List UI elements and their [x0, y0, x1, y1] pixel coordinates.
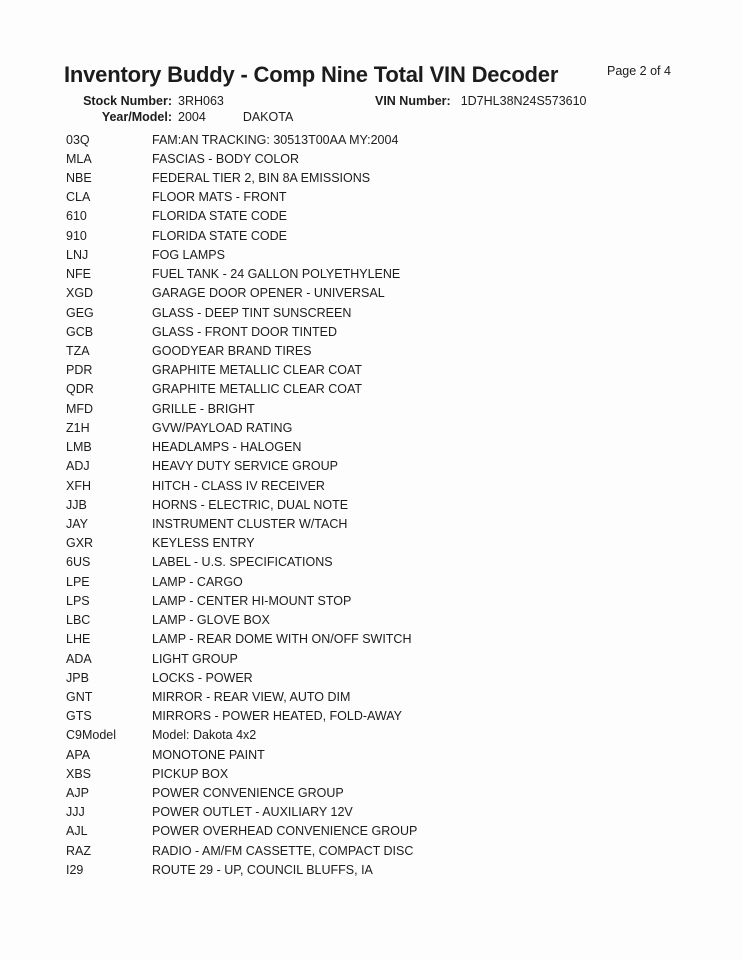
option-row [66, 438, 686, 457]
stock-number-row [64, 94, 224, 108]
option-row [66, 610, 686, 629]
option-description: FOG LAMPS [152, 247, 225, 262]
option-description: MIRROR - REAR VIEW, AUTO DIM [152, 689, 351, 704]
option-row [66, 764, 686, 783]
option-description: GVW/PAYLOAD RATING [152, 420, 293, 435]
option-description: LOCKS - POWER [152, 670, 253, 685]
option-description: GRAPHITE METALLIC CLEAR COAT [152, 363, 362, 378]
option-row [66, 534, 686, 553]
option-code: GTS [66, 709, 92, 724]
option-description: KEYLESS ENTRY [152, 536, 255, 551]
option-code: LPS [66, 593, 90, 608]
option-code: XBS [66, 766, 92, 781]
option-code: LMB [66, 440, 92, 455]
option-row [66, 687, 686, 706]
option-code: 6US [66, 555, 91, 570]
option-description: HEAVY DUTY SERVICE GROUP [152, 459, 338, 474]
option-description: FASCIAS - BODY COLOR [152, 151, 300, 166]
option-row [66, 361, 686, 380]
option-description: GRAPHITE METALLIC CLEAR COAT [152, 382, 362, 397]
vin-number-label: VIN Number: [375, 94, 451, 108]
option-code: JJJ [66, 805, 85, 820]
option-row [66, 860, 686, 879]
option-description: LAMP - GLOVE BOX [152, 613, 270, 628]
option-code: LBC [66, 613, 91, 628]
option-description: LAMP - CENTER HI-MOUNT STOP [152, 593, 352, 608]
option-codes-list [66, 130, 686, 880]
option-row [66, 668, 686, 687]
option-description: FUEL TANK - 24 GALLON POLYETHYLENE [152, 267, 401, 282]
option-description: Model: Dakota 4x2 [152, 728, 257, 743]
page-title: Inventory Buddy - Comp Nine Total VIN Decoder [64, 62, 559, 87]
option-row [66, 226, 686, 245]
option-row [66, 476, 686, 495]
option-row [66, 822, 686, 841]
option-code: ADJ [66, 459, 90, 474]
option-description: POWER OUTLET - AUXILIARY 12V [152, 805, 353, 820]
option-description: MONOTONE PAINT [152, 747, 265, 762]
option-row [66, 514, 686, 533]
option-code: C9Model [66, 728, 117, 743]
vin-number-value: 1D7HL38N24S573610 [460, 94, 587, 108]
option-row [66, 841, 686, 860]
option-description: FLOOR MATS - FRONT [152, 190, 287, 205]
option-description: RADIO - AM/FM CASSETTE, COMPACT DISC [152, 843, 414, 858]
option-code: PDR [66, 363, 93, 378]
option-row [66, 553, 686, 572]
stock-number-label: Stock Number: [83, 94, 172, 108]
option-description: GLASS - DEEP TINT SUNSCREEN [152, 305, 352, 320]
option-row [66, 707, 686, 726]
option-description: MIRRORS - POWER HEATED, FOLD-AWAY [152, 709, 403, 724]
option-code: NFE [66, 267, 91, 282]
option-row [66, 207, 686, 226]
option-description: GOODYEAR BRAND TIRES [152, 344, 312, 359]
page-number-indicator: Page 2 of 4 [607, 64, 671, 78]
option-row [66, 168, 686, 187]
option-description: LAMP - CARGO [152, 574, 243, 589]
option-row [66, 591, 686, 610]
option-code: JAY [66, 516, 88, 531]
option-code: AJL [66, 824, 88, 839]
option-code: GEG [66, 305, 94, 320]
option-description: GARAGE DOOR OPENER - UNIVERSAL [152, 286, 385, 301]
option-description: GRILLE - BRIGHT [152, 401, 255, 416]
option-code: LHE [66, 632, 91, 647]
option-row [66, 726, 686, 745]
option-description: HEADLAMPS - HALOGEN [152, 440, 302, 455]
option-description: GLASS - FRONT DOOR TINTED [152, 324, 337, 339]
year-model-label: Year/Model: [101, 110, 172, 124]
option-row [66, 303, 686, 322]
option-code: 610 [66, 209, 87, 224]
option-description: POWER CONVENIENCE GROUP [152, 786, 344, 801]
option-code: AJP [66, 786, 89, 801]
option-code: QDR [66, 382, 94, 397]
model-value: DAKOTA [242, 110, 294, 124]
option-description: HORNS - ELECTRIC, DUAL NOTE [152, 497, 349, 512]
option-code: JPB [66, 670, 89, 685]
option-row [66, 495, 686, 514]
option-code: XFH [66, 478, 91, 493]
option-code: LPE [66, 574, 90, 589]
option-row [66, 322, 686, 341]
option-description: HITCH - CLASS IV RECEIVER [152, 478, 325, 493]
option-row [66, 284, 686, 303]
option-description: LAMP - REAR DOME WITH ON/OFF SWITCH [152, 632, 412, 647]
option-code: 03Q [66, 132, 90, 147]
option-description: FLORIDA STATE CODE [152, 228, 287, 243]
option-code: JJB [66, 497, 87, 512]
option-code: TZA [66, 344, 90, 359]
option-code: Z1H [66, 420, 90, 435]
option-row [66, 803, 686, 822]
year-model-row [64, 110, 293, 124]
option-row [66, 745, 686, 764]
year-value: 2004 [178, 110, 206, 124]
option-row [66, 265, 686, 284]
option-code: GCB [66, 324, 94, 339]
option-description: POWER OVERHEAD CONVENIENCE GROUP [152, 824, 418, 839]
vin-number-row [375, 94, 587, 108]
option-code: GXR [66, 536, 94, 551]
option-description: FAM:AN TRACKING: 30513T00AA MY:2004 [152, 132, 399, 147]
option-description: FLORIDA STATE CODE [152, 209, 287, 224]
option-code: CLA [66, 190, 91, 205]
option-description: LABEL - U.S. SPECIFICATIONS [152, 555, 333, 570]
option-row [66, 149, 686, 168]
option-row [66, 188, 686, 207]
option-code: MLA [66, 151, 92, 166]
option-code: MFD [66, 401, 94, 416]
option-row [66, 572, 686, 591]
option-code: I29 [66, 862, 84, 877]
option-code: APA [66, 747, 91, 762]
option-description: FEDERAL TIER 2, BIN 8A EMISSIONS [152, 171, 371, 186]
option-code: GNT [66, 689, 93, 704]
option-row [66, 649, 686, 668]
option-code: LNJ [66, 247, 89, 262]
option-row [66, 399, 686, 418]
option-row [66, 457, 686, 476]
option-description: LIGHT GROUP [152, 651, 238, 666]
option-code: ADA [66, 651, 92, 666]
option-code: RAZ [66, 843, 91, 858]
option-code: 910 [66, 228, 87, 243]
option-row [66, 380, 686, 399]
option-code: XGD [66, 286, 94, 301]
option-row [66, 783, 686, 802]
stock-number-value: 3RH063 [178, 94, 224, 108]
option-code: NBE [66, 171, 92, 186]
option-description: INSTRUMENT CLUSTER W/TACH [152, 516, 348, 531]
option-description: PICKUP BOX [152, 766, 229, 781]
option-row [66, 630, 686, 649]
option-row [66, 418, 686, 437]
option-row [66, 130, 686, 149]
option-description: ROUTE 29 - UP, COUNCIL BLUFFS, IA [152, 862, 373, 877]
option-row [66, 341, 686, 360]
option-row [66, 245, 686, 264]
